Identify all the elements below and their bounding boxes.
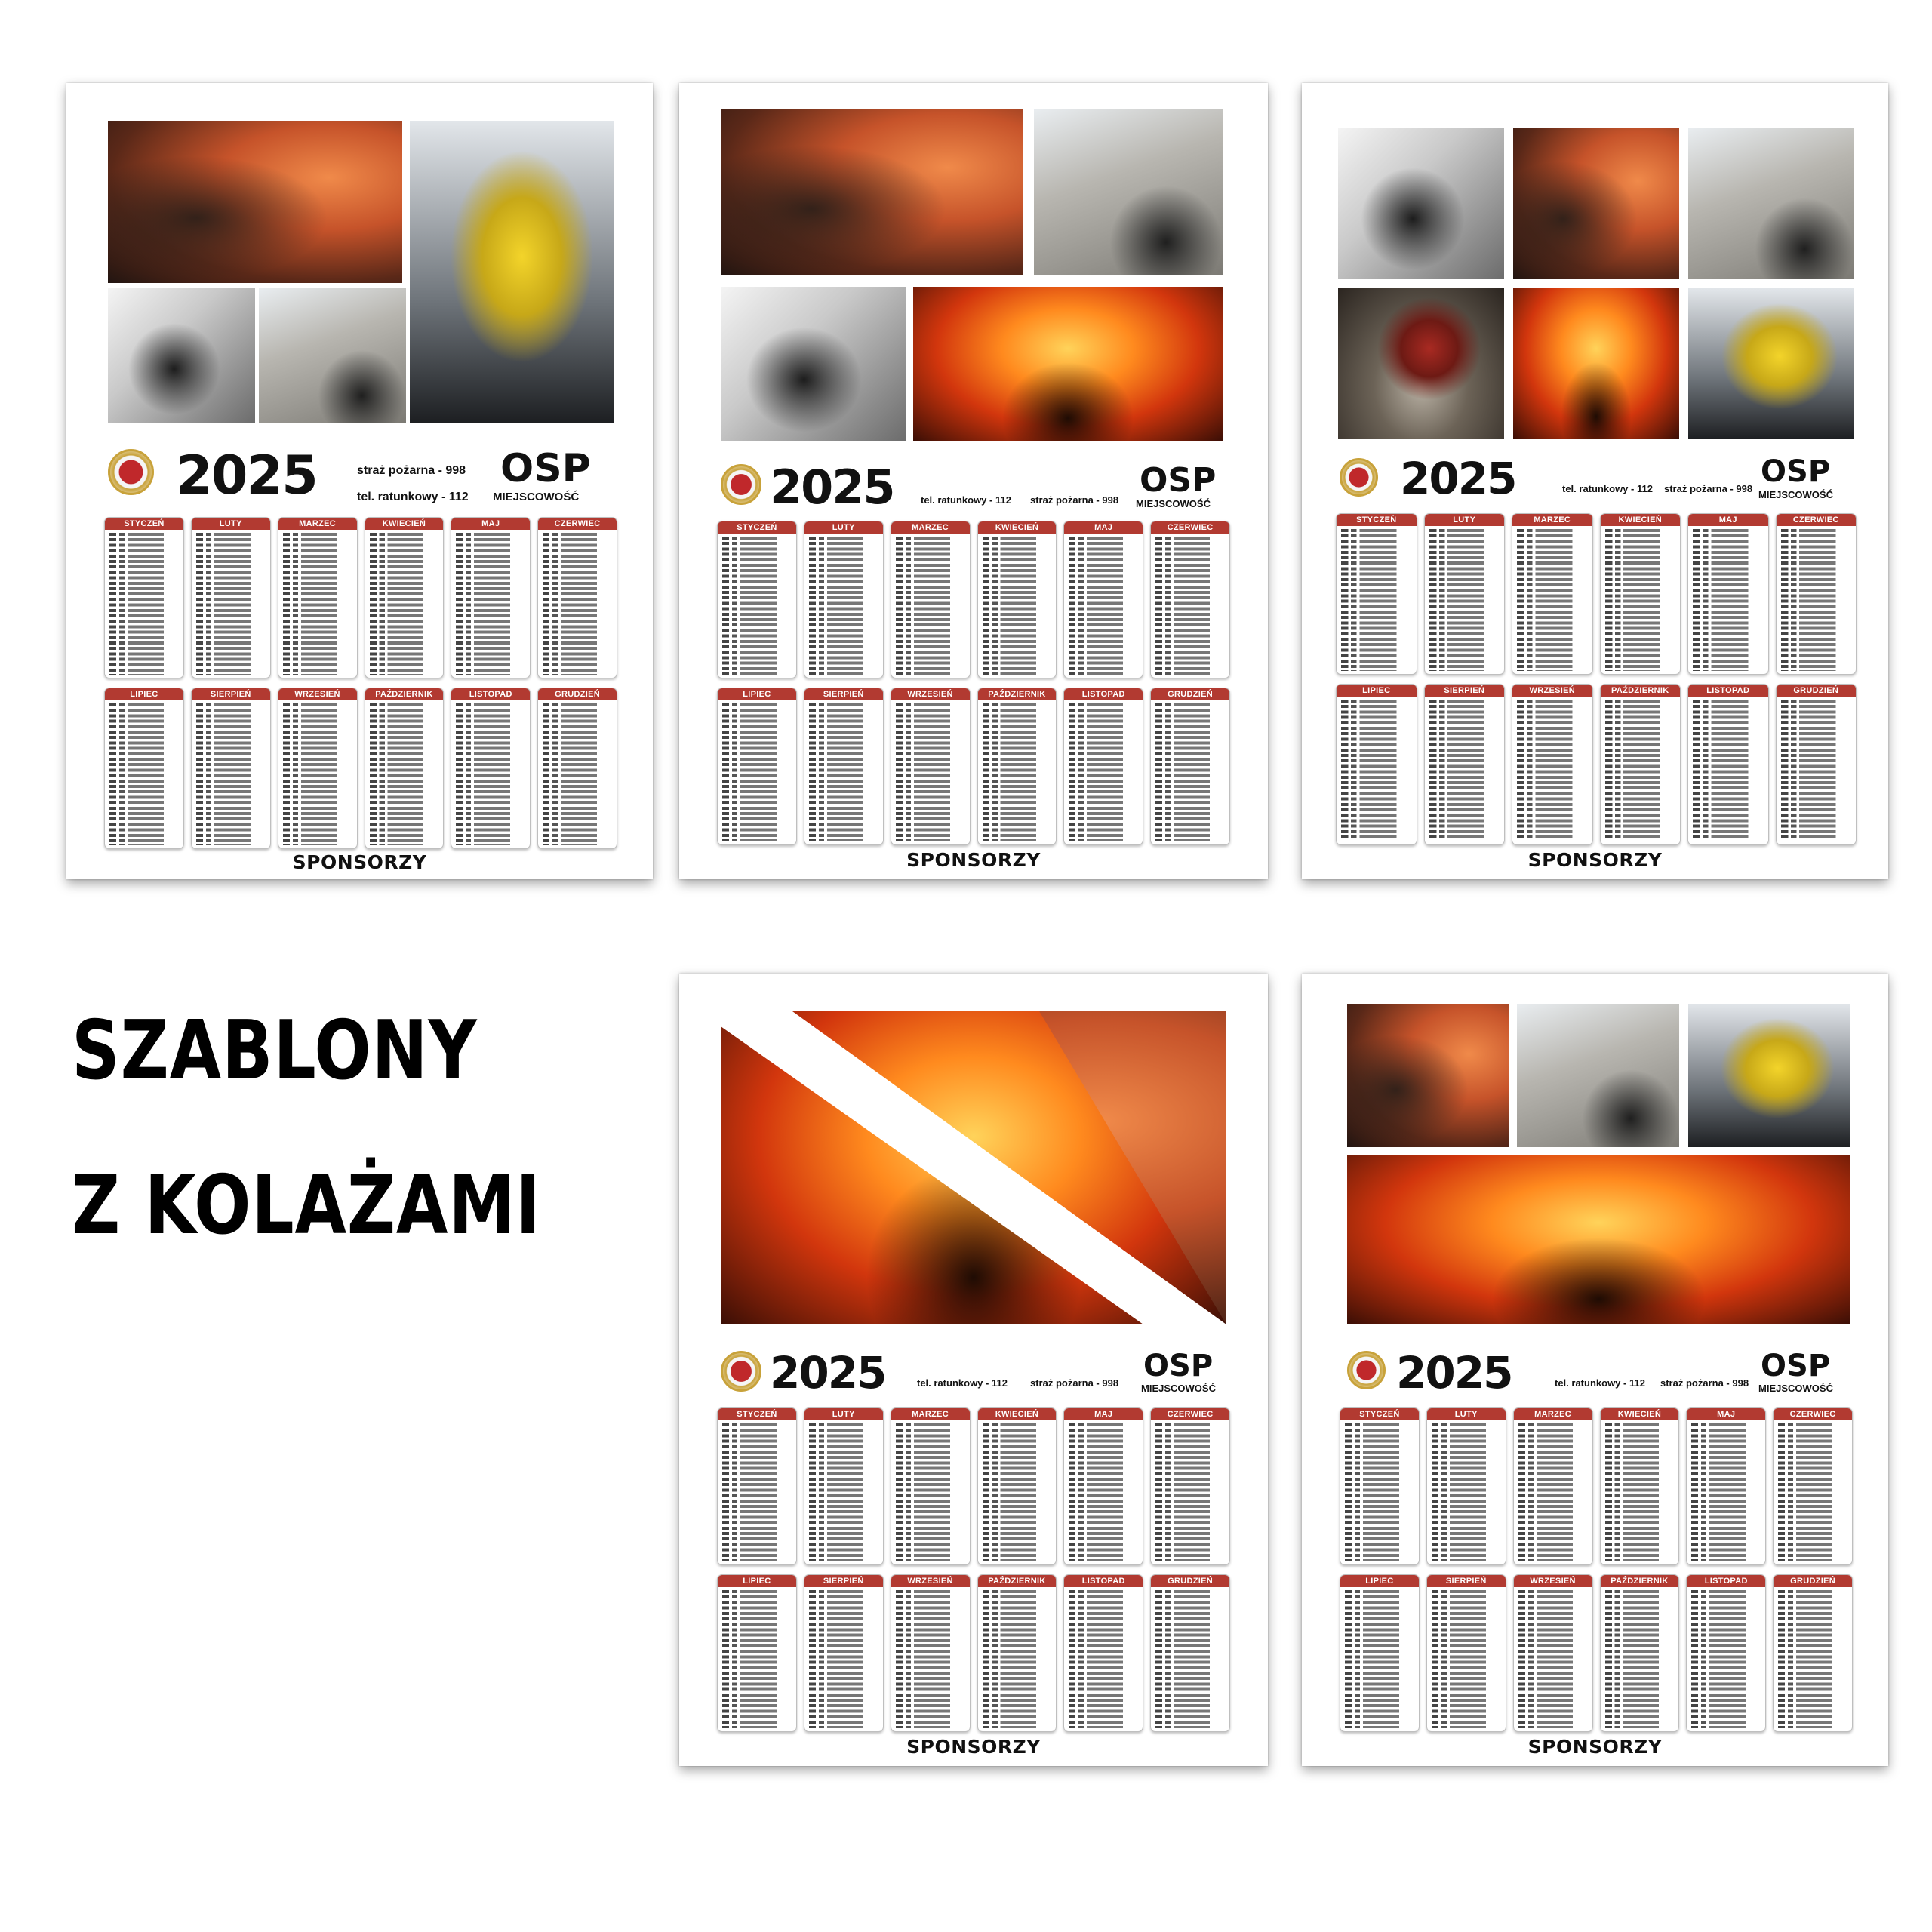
month-card (804, 521, 884, 678)
month-name: KWIECIEŃ (978, 1408, 1057, 1420)
month-name: PAŹDZIERNIK (978, 688, 1057, 700)
month-name: CZERWIEC (1774, 1408, 1852, 1420)
rescue-number: tel. ratunkowy - 112 (921, 494, 1011, 506)
month-card (977, 521, 1057, 678)
collage-photo-fire (913, 287, 1223, 441)
collage-photo-building (1517, 1004, 1679, 1147)
month-card (278, 517, 358, 678)
month-name: LISTOPAD (451, 688, 530, 700)
month-card (977, 1407, 1057, 1565)
month-name: PAŹDZIERNIK (1601, 685, 1681, 697)
collage-photo-hose-team (1338, 128, 1504, 279)
org-name: OSP (1761, 1349, 1831, 1383)
sponsors-label: SPONSORZY (1527, 1736, 1663, 1758)
month-card (891, 521, 971, 678)
month-name: CZERWIEC (1151, 1408, 1229, 1420)
month-name: GRUDZIEŃ (1151, 1575, 1229, 1587)
month-name: KWIECIEŃ (1601, 514, 1681, 526)
month-name: LISTOPAD (1688, 685, 1768, 697)
month-card (1513, 1574, 1593, 1732)
template-card-5[interactable] (1302, 974, 1888, 1766)
place-name: MIEJSCOWOŚĆ (1758, 489, 1833, 500)
month-name: STYCZEŃ (105, 518, 183, 530)
month-card (977, 688, 1057, 845)
month-card (804, 1574, 884, 1732)
month-card (1424, 684, 1506, 845)
month-name: MARZEC (278, 518, 357, 530)
month-name: KWIECIEŃ (365, 518, 444, 530)
month-name: SIERPIEŃ (804, 688, 883, 700)
month-card (804, 1407, 884, 1565)
month-name: GRUDZIEŃ (1774, 1575, 1852, 1587)
month-name: LIPIEC (1340, 1575, 1419, 1587)
month-card (451, 688, 531, 849)
month-card (365, 688, 445, 849)
month-card (1600, 684, 1681, 845)
month-name: MARZEC (891, 1408, 970, 1420)
month-card (1513, 1407, 1593, 1565)
month-card (1776, 684, 1857, 845)
month-name: CZERWIEC (538, 518, 617, 530)
month-name: PAŹDZIERNIK (365, 688, 444, 700)
osp-logo-icon (108, 449, 154, 495)
org-name: OSP (1143, 1349, 1214, 1383)
month-name: LIPIEC (1337, 685, 1417, 697)
collage-photo-firefighter-smoke (1347, 1004, 1509, 1147)
month-card (1512, 684, 1593, 845)
month-name: STYCZEŃ (1337, 514, 1417, 526)
month-card (977, 1574, 1057, 1732)
month-card (1063, 1574, 1143, 1732)
template-card-2[interactable] (679, 83, 1268, 879)
rescue-number: tel. ratunkowy - 112 (1555, 1377, 1645, 1389)
month-card (365, 517, 445, 678)
month-name: WRZESIEŃ (1512, 685, 1592, 697)
month-card (891, 1407, 971, 1565)
place-name: MIEJSCOWOŚĆ (1758, 1383, 1833, 1394)
heading-line-1: SZABLONY (72, 1004, 478, 1098)
months-grid (104, 517, 617, 849)
heading-line-2: Z KOLAŻAMI (72, 1158, 541, 1253)
fire-number: straż pożarna - 998 (1030, 1377, 1119, 1389)
collage-photo-fire (1347, 1155, 1850, 1324)
osp-logo-icon (1347, 1351, 1386, 1389)
rescue-number: tel. ratunkowy - 112 (1562, 483, 1653, 494)
org-name: OSP (500, 446, 591, 491)
collage-photo-building (259, 288, 406, 423)
month-card (1063, 1407, 1143, 1565)
month-name: LISTOPAD (1064, 1575, 1143, 1587)
month-name: LUTY (192, 518, 270, 530)
place-name: MIEJSCOWOŚĆ (1136, 498, 1211, 509)
month-card (191, 517, 271, 678)
month-card (1063, 521, 1143, 678)
collage-photo-building (1688, 128, 1854, 279)
month-name: LUTY (804, 521, 883, 534)
month-card (1426, 1574, 1506, 1732)
fire-number: straż pożarna - 998 (1664, 483, 1753, 494)
month-card (1512, 513, 1593, 675)
fire-number: straż pożarna - 998 (1030, 494, 1119, 506)
month-card (1600, 1407, 1680, 1565)
month-name: STYCZEŃ (718, 521, 796, 534)
month-card (104, 517, 184, 678)
template-card-1[interactable] (66, 83, 653, 879)
month-card (278, 688, 358, 849)
month-name: SIERPIEŃ (804, 1575, 883, 1587)
month-card (1063, 688, 1143, 845)
rescue-number: tel. ratunkowy - 112 (917, 1377, 1008, 1389)
month-name: STYCZEŃ (718, 1408, 796, 1420)
collage-photo-firefighter-smoke (721, 109, 1023, 275)
month-name: MARZEC (891, 521, 970, 534)
sponsors-label: SPONSORZY (906, 1736, 1041, 1758)
collage-photo-building (1034, 109, 1223, 275)
collage-photo-air-tank (1688, 288, 1854, 439)
month-card (1336, 513, 1417, 675)
template-card-3[interactable] (1302, 83, 1888, 879)
month-card (1687, 513, 1769, 675)
collage-photo-air-tank (410, 121, 614, 423)
months-grid (717, 521, 1230, 845)
month-name: MAJ (1688, 514, 1768, 526)
month-name: MAJ (1064, 1408, 1143, 1420)
month-name: GRUDZIEŃ (538, 688, 617, 700)
month-card (104, 688, 184, 849)
calendar-year: 2025 (1396, 1347, 1512, 1398)
month-card (1150, 521, 1230, 678)
org-name: OSP (1761, 454, 1831, 489)
month-card (891, 688, 971, 845)
month-card (717, 1407, 797, 1565)
month-card (191, 688, 271, 849)
month-card (1424, 513, 1506, 675)
month-name: WRZESIEŃ (278, 688, 357, 700)
org-name: OSP (1140, 461, 1217, 500)
month-card (717, 688, 797, 845)
month-name: MAJ (1687, 1408, 1765, 1420)
collage-photo-hose-team (108, 288, 255, 423)
calendar-year: 2025 (770, 1347, 886, 1398)
month-card (1150, 1574, 1230, 1732)
month-name: CZERWIEC (1777, 514, 1857, 526)
month-card (537, 688, 617, 849)
month-name: MAJ (1064, 521, 1143, 534)
collage-photo-fire (1513, 288, 1679, 439)
osp-logo-icon (721, 464, 761, 505)
calendar-year: 2025 (176, 445, 317, 506)
collage-photo-hose-team (721, 287, 906, 441)
month-name: PAŹDZIERNIK (978, 1575, 1057, 1587)
month-name: LUTY (804, 1408, 883, 1420)
collage-photo-helmet-face (1338, 288, 1504, 439)
month-name: WRZESIEŃ (1514, 1575, 1592, 1587)
template-card-4[interactable] (679, 974, 1268, 1766)
month-name: KWIECIEŃ (1601, 1408, 1679, 1420)
month-name: SIERPIEŃ (1425, 685, 1505, 697)
month-card (1150, 688, 1230, 845)
rescue-number: tel. ratunkowy - 112 (357, 491, 469, 503)
month-card (1686, 1407, 1766, 1565)
calendar-year: 2025 (1400, 453, 1516, 504)
fire-number: straż pożarna - 998 (357, 464, 466, 477)
osp-logo-icon (721, 1351, 761, 1392)
months-grid (717, 1407, 1230, 1732)
month-name: WRZESIEŃ (891, 1575, 970, 1587)
month-name: GRUDZIEŃ (1151, 688, 1229, 700)
calendar-year: 2025 (770, 460, 894, 515)
month-name: LIPIEC (718, 688, 796, 700)
sponsors-label: SPONSORZY (292, 851, 427, 873)
place-name: MIEJSCOWOŚĆ (1141, 1383, 1216, 1394)
month-card (1340, 1574, 1420, 1732)
diagonal-divider (721, 1011, 1226, 1324)
month-card (1600, 513, 1681, 675)
month-name: LUTY (1425, 514, 1505, 526)
osp-logo-icon (1340, 458, 1378, 497)
month-name: LISTOPAD (1687, 1575, 1765, 1587)
month-card (1340, 1407, 1420, 1565)
month-name: CZERWIEC (1151, 521, 1229, 534)
month-card (1336, 684, 1417, 845)
month-card (1687, 684, 1769, 845)
sponsors-label: SPONSORZY (906, 849, 1041, 871)
month-name: SIERPIEŃ (192, 688, 270, 700)
month-card (1773, 1574, 1853, 1732)
month-name: STYCZEŃ (1340, 1408, 1419, 1420)
month-card (1776, 513, 1857, 675)
month-card (717, 1574, 797, 1732)
month-card (1600, 1574, 1680, 1732)
month-card (1686, 1574, 1766, 1732)
month-name: MARZEC (1512, 514, 1592, 526)
fire-number: straż pożarna - 998 (1660, 1377, 1749, 1389)
collage-photo-air-tank (1688, 1004, 1850, 1147)
month-card (1773, 1407, 1853, 1565)
sponsors-label: SPONSORZY (1527, 849, 1663, 871)
months-grid (1340, 1407, 1853, 1732)
month-card (717, 521, 797, 678)
month-name: SIERPIEŃ (1427, 1575, 1506, 1587)
month-name: KWIECIEŃ (978, 521, 1057, 534)
month-name: WRZESIEŃ (891, 688, 970, 700)
month-name: LUTY (1427, 1408, 1506, 1420)
month-name: MAJ (451, 518, 530, 530)
month-name: LIPIEC (718, 1575, 796, 1587)
months-grid (1336, 513, 1857, 845)
month-card (891, 1574, 971, 1732)
collage-photo-firefighter-smoke (108, 121, 402, 283)
month-card (1150, 1407, 1230, 1565)
month-card (804, 688, 884, 845)
collage-photo-firefighter-smoke (1513, 128, 1679, 279)
month-name: MARZEC (1514, 1408, 1592, 1420)
month-card (1426, 1407, 1506, 1565)
month-card (537, 517, 617, 678)
month-name: LISTOPAD (1064, 688, 1143, 700)
place-name: MIEJSCOWOŚĆ (493, 491, 580, 503)
month-name: PAŹDZIERNIK (1601, 1575, 1679, 1587)
month-card (451, 517, 531, 678)
month-name: GRUDZIEŃ (1777, 685, 1857, 697)
month-name: LIPIEC (105, 688, 183, 700)
